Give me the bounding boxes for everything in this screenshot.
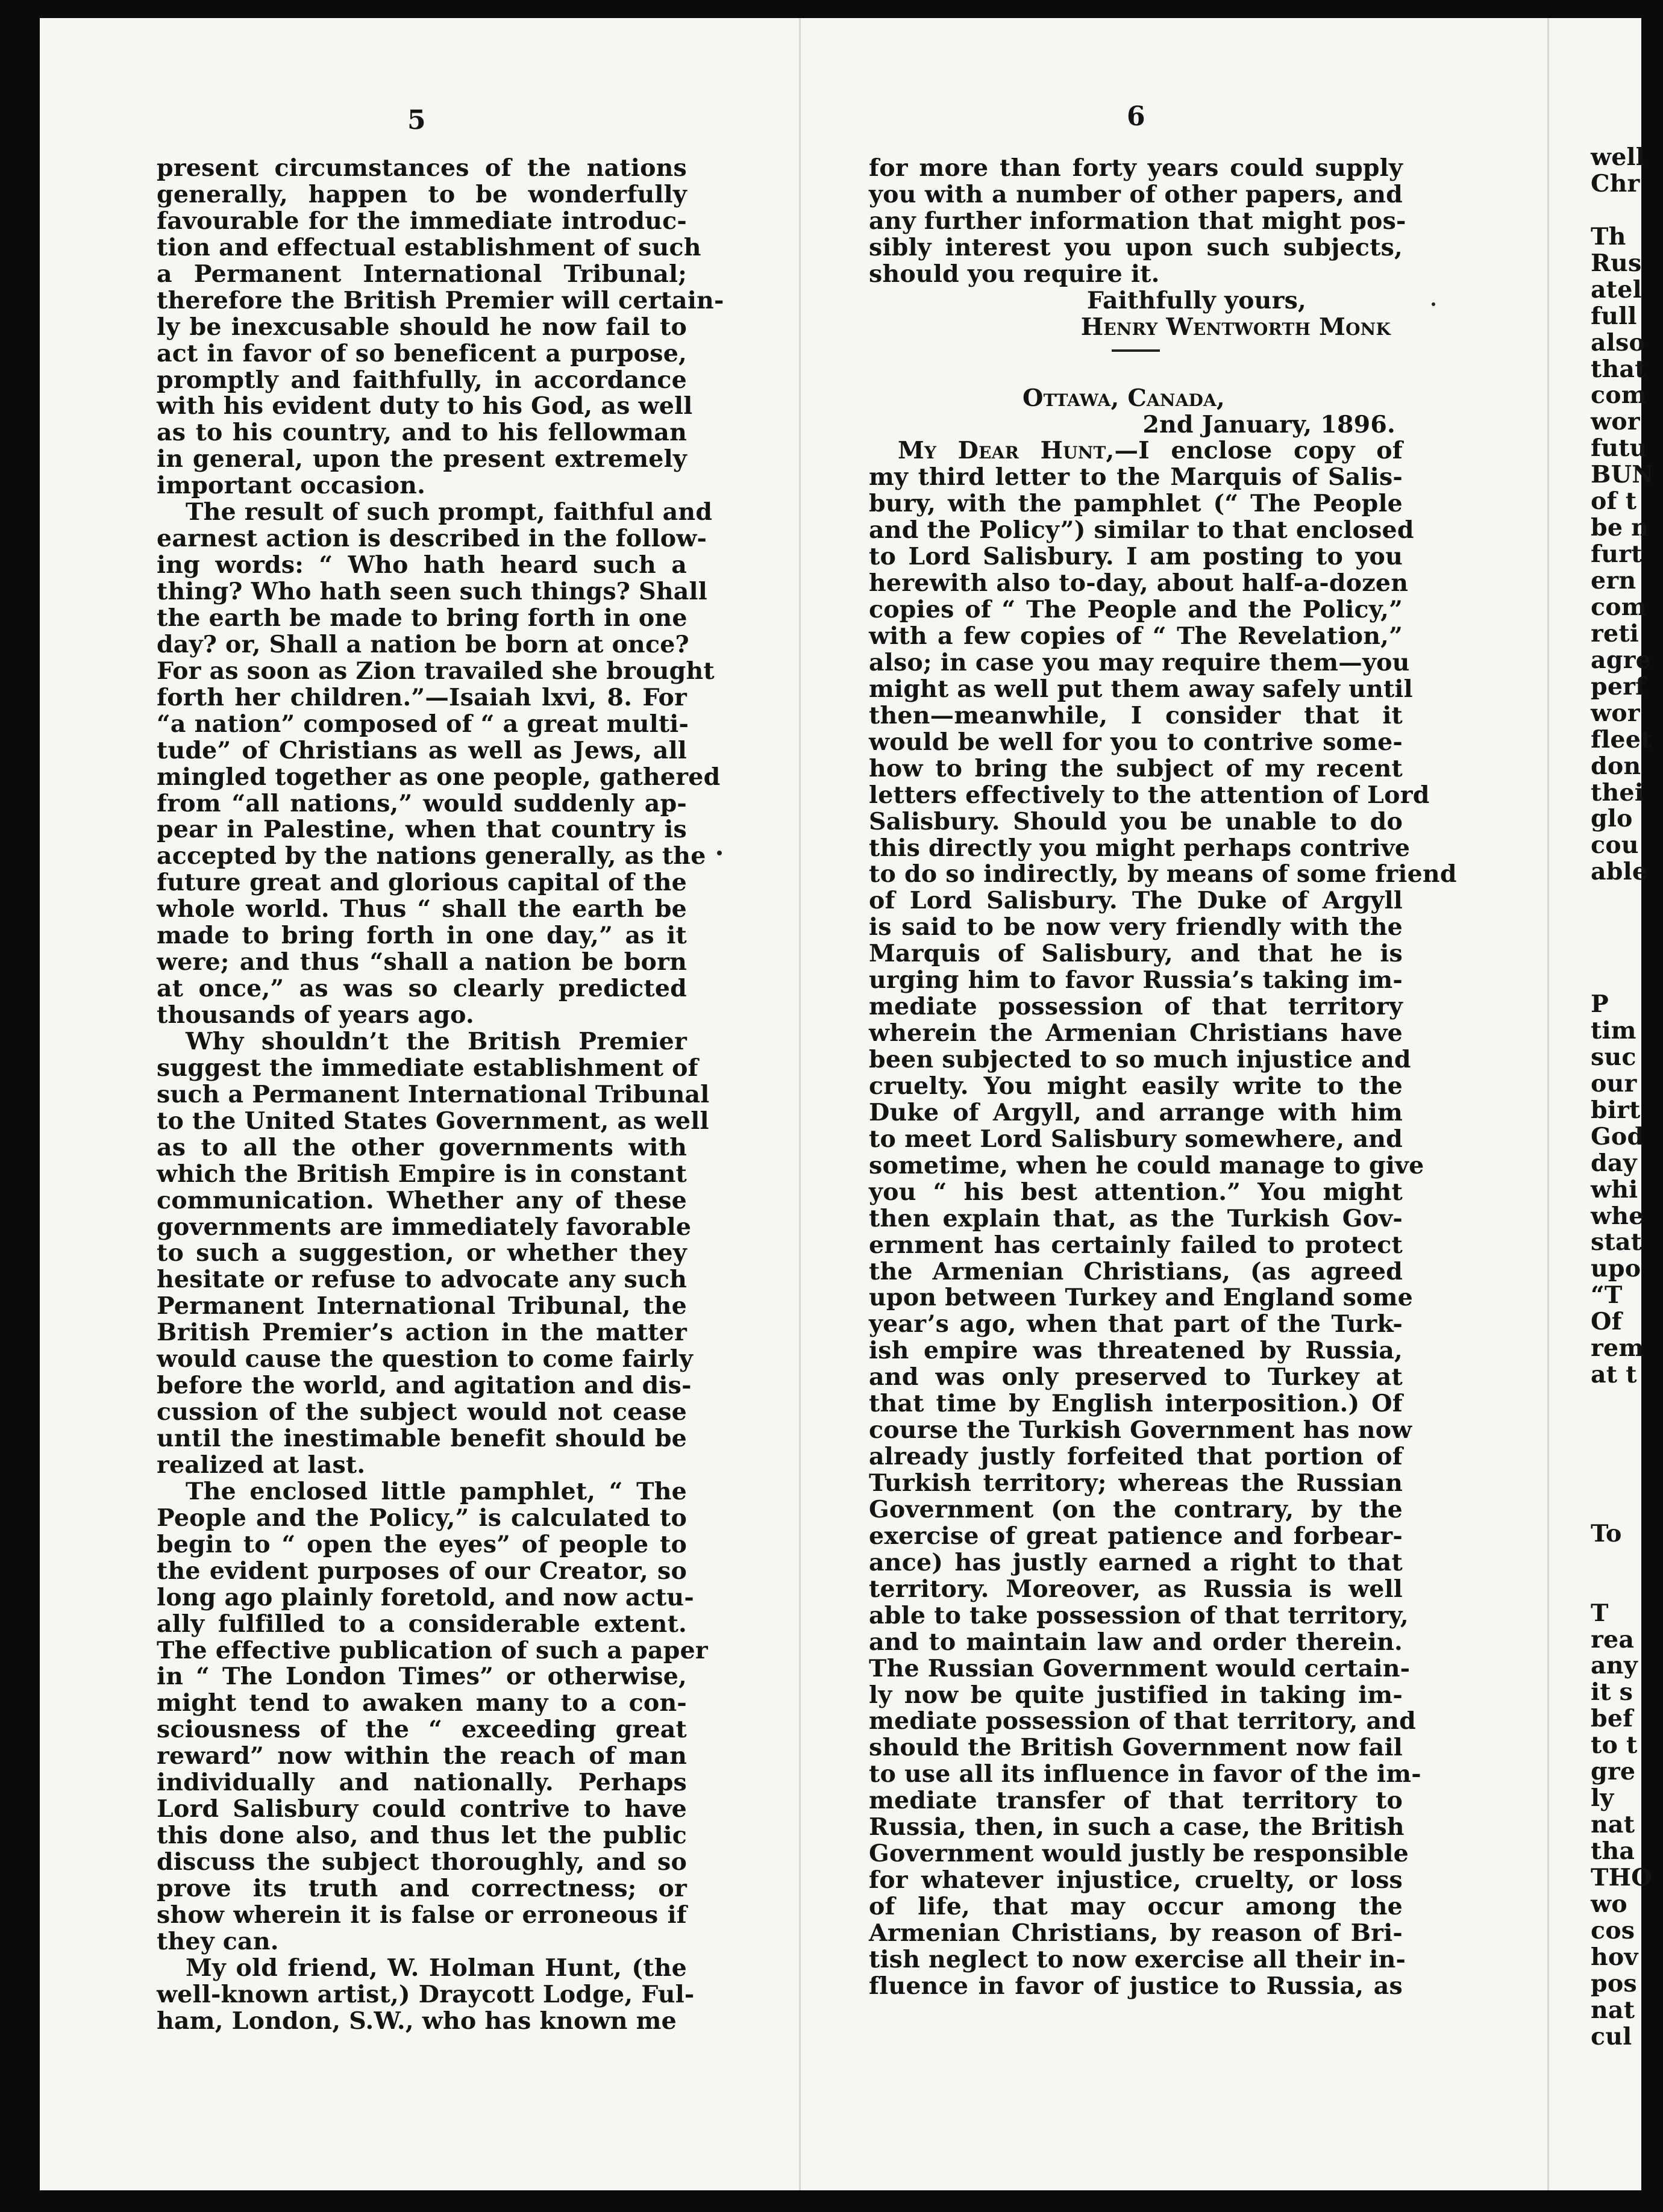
text-line: as to all the other governments with [157,1133,687,1161]
text-line: of life, that may occur among the [869,1893,1403,1920]
right-fragment-line [1591,1415,1663,1442]
text-line: act in favor of so beneficent a purpose, [157,339,687,367]
text-line: might as well put them away safely until [869,675,1413,703]
letter-body [869,437,1457,2000]
text-line: Marquis of Salisbury, and that he is [869,940,1403,968]
text-line: For as soon as Zion travailed she brought [157,657,715,685]
text-line: then explain that, as the Turkish Gov- [869,1204,1403,1233]
salutation: My Dear Hunt, [898,437,1115,465]
right-fragment-line [1591,965,1663,992]
text-line: able to take possession of that territory, [869,1601,1409,1629]
ink-speck [1432,302,1435,306]
right-fragment-line: birt [1591,1096,1641,1124]
text-line: as to his country, and to his fellowman [157,419,687,447]
text-line: realized at last. [157,1451,366,1479]
text-line: Permanent International Tribunal, the [157,1292,687,1320]
text-line: accepted by the nations generally, as the [157,842,706,870]
right-fragment-line: whe [1591,1202,1644,1230]
text-line: The effective publication of such a paper [157,1636,708,1664]
text-line: day? or, Shall a nation be born at once? [157,630,689,658]
text-line: future great and glorious capital of the [157,869,687,897]
text-line: “a nation” composed of “ a great multi- [157,710,689,738]
right-fragment-line: pos [1591,1969,1637,1998]
right-fragment-line: rem [1591,1334,1644,1363]
right-fragment-line [1591,1574,1663,1601]
right-fragment-line: Th [1591,222,1626,251]
text-line: Duke of Argyll, and arrange with him [869,1098,1403,1126]
right-fragment-line: perf [1591,672,1646,701]
text-line: a Permanent International Tribunal; [157,260,687,288]
text-line: long ago plainly foretold, and now actu- [157,1583,694,1611]
page-number-middle: 6 [1127,101,1146,132]
text-line: British Premier’s action in the matter [157,1319,687,1347]
text-line: governments are immediately favorable [157,1213,692,1241]
text-line: such a Permanent International Tribunal [157,1080,710,1108]
text-line: ish empire was threatened by Russia, [869,1337,1403,1365]
right-fragment-line: Chr [1591,169,1640,198]
right-fragment-line: nat [1591,1811,1635,1839]
text-line: herewith also to-day, about half-a-dozen [869,569,1409,598]
right-fragment-line: cos [1591,1916,1635,1945]
text-line: to such a suggestion, or whether they [157,1239,687,1267]
text-line: to meet Lord Salisbury somewhere, and [869,1125,1403,1153]
text-line: ally fulfilled to a considerable extent. [157,1610,687,1638]
text-line: might tend to awaken many to a con- [157,1689,687,1717]
text-line: the earth be made to bring forth in one [157,604,687,632]
text-line: for whatever injustice, cruelty, or loss [869,1866,1403,1895]
text-line: upon between Turkey and England some [869,1284,1413,1312]
right-fragment-line: whi [1591,1175,1638,1204]
text-line: therefore the British Premier will certain- [157,286,724,314]
letter-continuation [869,154,1406,288]
text-line: and to maintain law and order therein. [869,1628,1403,1656]
text-line: and the Policy”) similar to that enclosed [869,516,1414,545]
text-line: mediate transfer of that territory to [869,1787,1403,1815]
right-fragment-line: reti [1591,619,1639,648]
text-line: course the Turkish Government has now [869,1416,1412,1445]
signature: Henry Wentworth Monk [1080,313,1391,341]
right-fragment-line [1591,939,1663,965]
text-line: in general, upon the present extremely [157,445,687,473]
right-fragment-line: To [1591,1519,1622,1548]
right-fragment-line: also [1591,328,1645,357]
text-line: The enclosed little pamphlet, “ The [186,1477,687,1505]
text-line: should you require it. [869,260,1160,288]
right-fragment-line: stat [1591,1228,1643,1257]
right-fragment-line: be n [1591,514,1649,542]
text-line: thing? Who hath seen such things? Shall [157,578,707,605]
text-line: communication. Whether any of these [157,1186,687,1214]
text-line: to use all its influence in favor of the im- [869,1760,1421,1789]
right-fragment-line: “T [1591,1281,1623,1310]
right-fragment-line [1591,1468,1663,1495]
letter-first-line: —I enclose copy of [1114,437,1403,465]
right-fragment-line: com [1591,381,1647,410]
text-line: suggest the immediate establishment of [157,1054,698,1082]
page-number-left: 5 [407,105,427,136]
text-line: already justly forfeited that portion of [869,1443,1403,1471]
text-line: the evident purposes of our Creator, so [157,1557,687,1585]
right-fragment-line: THO [1591,1863,1652,1892]
text-line: at once,” as was so clearly predicted [157,975,687,1003]
right-column-fragment [1591,145,1663,2051]
right-fragment-line: P [1591,990,1609,1018]
right-fragment-line: ern [1591,567,1636,595]
right-fragment-line: Rus [1591,249,1642,277]
text-line: this done also, and thus let the public [157,1822,687,1850]
text-line: ham, London, S.W., who has known me [157,2007,677,2035]
text-line: this directly you might perhaps contrive [869,834,1411,862]
text-line: forth her children.”—Isaiah lxvi, 8. For [157,683,687,711]
right-fragment-line: Of [1591,1308,1622,1336]
middle-column-text [869,154,1457,2000]
text-line: Government (on the contrary, by the [869,1495,1403,1523]
text-line: individually and nationally. Perhaps [157,1769,687,1797]
text-line: sometime, when he could manage to give [869,1151,1424,1179]
right-fragment-line: agre [1591,646,1651,674]
text-line: cruelty. You might easily write to the [869,1072,1403,1100]
right-fragment-line: our [1591,1069,1637,1098]
right-fragment-line: hov [1591,1943,1638,1971]
text-line: favourable for the immediate introduc- [157,207,687,235]
text-line: generally, happen to be wonderfully [157,180,687,208]
right-fragment-line: rea [1591,1625,1635,1654]
text-line: is said to be now very friendly with the [869,913,1403,942]
right-fragment-line [1591,912,1663,939]
text-line: tion and effectual establishment of such [157,233,701,261]
right-fragment-line: bef [1591,1705,1633,1733]
text-line: My old friend, W. Holman Hunt, (the [186,1954,687,1982]
right-fragment-line [1591,1548,1663,1574]
right-fragment-line [1591,886,1663,912]
right-fragment-line: tim [1591,1016,1636,1045]
text-line: Government would justly be responsible [869,1840,1409,1868]
right-fragment-line: ly [1591,1784,1614,1813]
text-line: whole world. Thus “ shall the earth be [157,895,687,923]
right-fragment-line: com [1591,593,1647,621]
letter-place: Ottawa, Canada, [1022,384,1225,412]
text-line: Salisbury. Should you be unable to do [869,807,1403,836]
text-line: ly now be quite justified in taking im- [869,1681,1403,1709]
text-line: Turkish territory; whereas the Russian [869,1469,1403,1497]
text-line: territory. Moreover, as Russia is well [869,1575,1403,1603]
right-fragment-line: furt [1591,540,1643,569]
text-line: in “ The London Times” or otherwise, [157,1663,687,1691]
text-line: reward” now within the reach of man [157,1742,687,1770]
text-line: The result of such prompt, faithful and [186,498,713,526]
text-line: letters effectively to the attention of Lord [869,781,1430,809]
right-fragment-line: at t [1591,1361,1637,1389]
right-fragment-line: tha [1591,1837,1635,1865]
text-line: been subjected to so much injustice and [869,1046,1411,1073]
right-fragment-line: glo [1591,805,1633,833]
text-line: discuss the subject thoroughly, and so [157,1848,687,1876]
text-line: that time by English interposition.) Of [869,1390,1403,1418]
closing: Faithfully yours, [1086,286,1306,314]
text-line: sibly interest you upon such subjects, [869,233,1403,261]
text-line: show wherein it is false or erroneous if [157,1901,687,1929]
text-line: should the British Government now fail [869,1734,1403,1762]
text-line: promptly and faithfully, in accordance [157,366,687,394]
text-line: to the United States Government, as well [157,1107,709,1135]
right-fragment-line: suc [1591,1043,1636,1071]
text-line: sciousness of the “ exceeding great [157,1716,687,1744]
ink-speck [717,851,722,855]
text-line: Why shouldn’t the British Premier [186,1027,687,1055]
text-line: and was only preserved to Turkey at [869,1363,1403,1392]
right-fragment-line [1591,1442,1663,1468]
text-line: were; and thus “shall a nation be born [157,948,687,976]
text-line [869,438,1403,464]
text-line: thousands of years ago. [157,1001,474,1029]
text-line: made to bring forth in one day,” as it [157,922,687,950]
page-fold-divider-right [1547,18,1549,2190]
right-fragment-line: it s [1591,1678,1633,1707]
right-fragment-line [1591,198,1663,224]
text-line: ance) has justly earned a right to that [869,1548,1403,1576]
text-line: wherein the Armenian Christians have [869,1019,1403,1048]
right-fragment-line: T [1591,1599,1609,1627]
right-fragment-line: fleet [1591,725,1652,754]
text-line: tish neglect to now exercise all their in- [869,1945,1406,1973]
text-line: of Lord Salisbury. The Duke of Argyll [869,887,1403,915]
text-line: mediate possession of that territory, and [869,1707,1417,1736]
right-fragment-line: wo [1591,1890,1627,1918]
text-line: important occasion. [157,472,426,500]
text-line: ly be inexcusable should he now fail to [157,313,687,341]
text-line: People and the Policy,” is calculated to [157,1504,687,1532]
text-line: they can. [157,1927,279,1955]
right-fragment-line: able [1591,858,1648,886]
left-column-text [157,154,724,2035]
text-line: urging him to favor Russia’s taking im- [869,966,1403,995]
text-line: to Lord Salisbury. I am posting to you [869,543,1403,571]
text-line: exercise of great patience and forbear- [869,1522,1403,1550]
right-fragment-line [1591,1389,1663,1415]
section-divider [1112,349,1160,352]
text-line: my third letter to the Marquis of Salis- [869,463,1403,492]
right-fragment-line: God [1591,1122,1644,1151]
text-line: fluence in favor of justice to Russia, as [869,1972,1403,2000]
text-line: which the British Empire is in constant [157,1160,687,1188]
right-fragment-line: full [1591,302,1637,330]
text-line: would cause the question to come fairly [157,1345,694,1373]
text-line: Lord Salisbury could contrive to have [157,1795,687,1823]
text-line: would be well for you to contrive some- [869,728,1403,756]
text-line: how to bring the subject of my recent [869,754,1403,783]
right-fragment-line: cul [1591,2022,1632,2051]
letter-date: 2nd January, 1896. [1142,410,1395,439]
text-line: ernment has certainly failed to protect [869,1231,1403,1259]
text-line: the Armenian Christians, (as agreed [869,1257,1403,1286]
text-line: you “ his best attention.” You might [869,1178,1403,1206]
text-line: from “all nations,” would suddenly ap- [157,789,687,817]
right-fragment-line: to t [1591,1731,1638,1760]
text-line: for more than forty years could supply [869,154,1403,182]
right-fragment-line: nat [1591,1996,1635,2024]
text-line: pear in Palestine, when that country is [157,816,687,844]
right-fragment-line: thei [1591,778,1644,807]
text-line: well-known artist,) Draycott Lodge, Ful- [157,1980,695,2008]
text-line: to do so indirectly, by means of some friend [869,860,1457,889]
text-line: bury, with the pamphlet (“ The People [869,490,1403,518]
text-line: with his evident duty to his God, as well [157,392,693,420]
text-line: Russia, then, in such a case, the British [869,1813,1405,1842]
right-fragment-line: that [1591,355,1646,383]
text-line: before the world, and agitation and dis- [157,1372,692,1400]
text-line: prove its truth and correctness; or [157,1874,687,1902]
text-line: ing words: “ Who hath heard such a [157,551,687,580]
text-line: mingled together as one people, gathered [157,763,721,791]
text-line: Armenian Christians, by reason of Bri- [869,1919,1403,1947]
text-line: any further information that might pos- [869,207,1406,235]
text-line: with a few copies of “ The Revelation,” [869,622,1403,650]
text-line: cussion of the subject would not cease [157,1398,687,1426]
text-line: The Russian Government would certain- [869,1654,1411,1682]
text-line: until the inestimable benefit should be [157,1425,687,1452]
text-line: year’s ago, when that part of the Turk- [869,1310,1403,1339]
text-line: also; in case you may require them—you [869,648,1410,676]
text-line: then—meanwhile, I consider that it [869,701,1403,730]
text-line: mediate possession of that territory [869,993,1403,1021]
right-fragment-line: wor [1591,408,1640,436]
right-fragment-line [1591,1495,1663,1521]
text-line: tude” of Christians as well as Jews, all [157,736,687,764]
right-fragment-line: any [1591,1652,1638,1680]
right-fragment-line: BUN [1591,461,1654,489]
text-line: you with a number of other papers, and [869,180,1403,208]
text-line: begin to “ open the eyes” of people to [157,1530,687,1558]
right-fragment-line: don [1591,752,1641,780]
right-fragment-line: upo [1591,1255,1641,1283]
page-fold-divider [799,18,801,2190]
text-line: earnest action is described in the follow- [157,525,707,553]
text-line: hesitate or refuse to advocate any such [157,1266,687,1294]
right-fragment-line: day [1591,1149,1637,1177]
right-fragment-line: atel [1591,275,1642,304]
right-fragment-line: well [1591,143,1645,171]
text-line: present circumstances of the nations [157,154,687,182]
right-fragment-line: cou [1591,831,1639,860]
right-fragment-line: gre [1591,1758,1636,1786]
right-fragment-line: wor [1591,699,1640,727]
text-line: copies of “ The People and the Policy,” [869,596,1403,624]
right-fragment-line: futu [1591,434,1647,463]
right-fragment-line: of t [1591,487,1637,516]
